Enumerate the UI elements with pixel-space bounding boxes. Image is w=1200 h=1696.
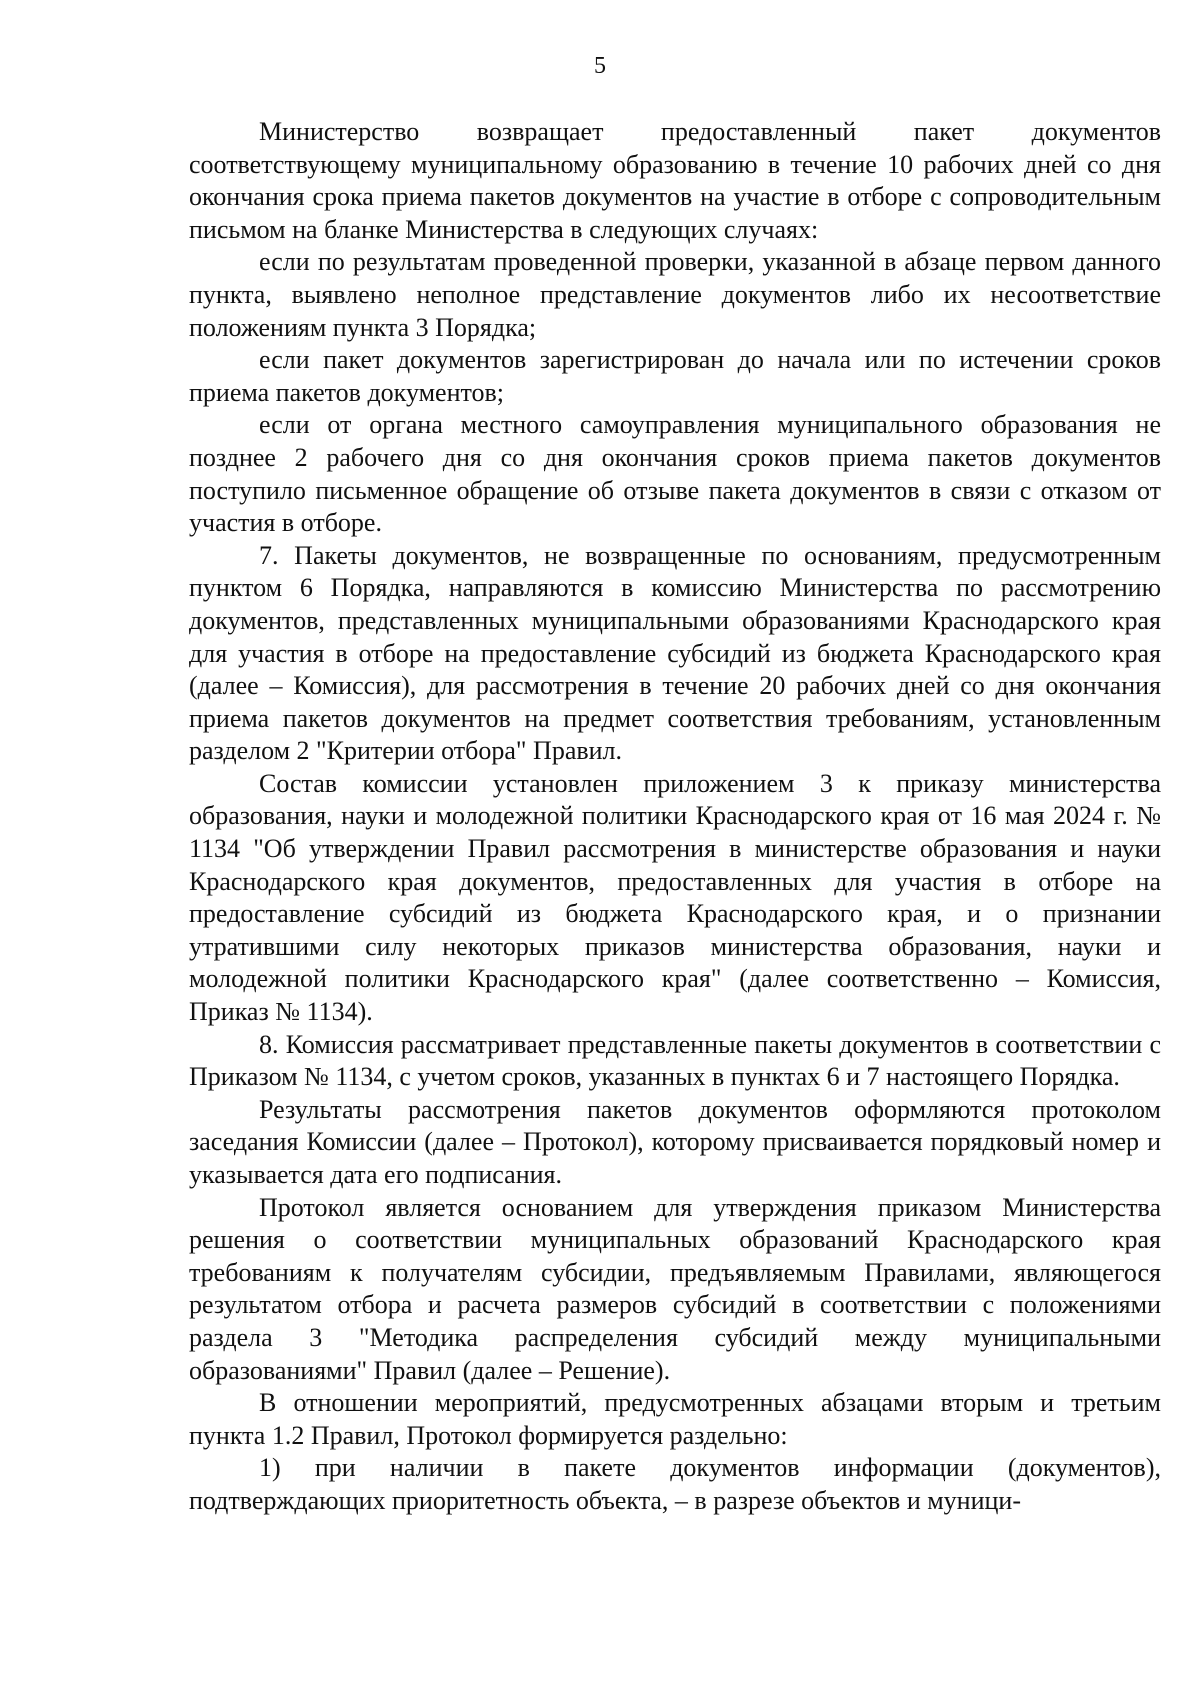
- paragraph-protocol-basis: Протокол является основанием для утверждения приказом Министерства решения о соответствии муниципальных образований Краснодарского края требованиям к получателям субсидии, предъявляемым Правилами, являющегося результатом отбора и расчета размеров субсидий в соответствии с положениями раздела 3 "Методика распределения субсидий между муниципальными образованиями" Правил (далее – Решение).: [189, 1192, 1161, 1385]
- paragraph-case-incomplete: если по результатам проведенной проверки, указанной в абзаце первом данного пункта, выявлено неполное представление документов либо их несоответствие положениям пункта 3 Порядка;: [189, 247, 1161, 342]
- paragraph-subitem-1: 1) при наличии в пакете документов информации (документов), подтверждающих приоритетность объекта, – в разрезе объектов и муници-: [189, 1453, 1161, 1515]
- paragraph-item-7: 7. Пакеты документов, не возвращенные по основаниям, предусмотренным пунктом 6 Порядка, направляются в комиссию Министерства по рассмотрению документов, представленных муниципальными образованиями Краснодарского края для участия в отборе на предоставление субсидий из бюджета Краснодарского края (далее – Комиссия), для рассмотрения в течение 20 рабочих дней со дня окончания приема пакетов документов на предмет соответствия требованиям, установленным разделом 2 "Критерии отбора" Правил.: [189, 540, 1161, 766]
- paragraph-separate-protocol: В отношении мероприятий, предусмотренных абзацами вторым и третьим пункта 1.2 Правил, Протокол формируется раздельно:: [189, 1388, 1161, 1450]
- paragraph-return-of-documents: Министерство возвращает предоставленный пакет документов соответствующему муниципальному образованию в течение 10 рабочих дней со дня окончания срока приема пакетов документов на участие в отборе с сопроводительным письмом на бланке Министерства в следующих случаях:: [189, 117, 1161, 244]
- paragraph-case-deadline: если пакет документов зарегистрирован до начала или по истечении сроков приема пакетов документов;: [189, 345, 1161, 407]
- paragraph-protocol-results: Результаты рассмотрения пакетов документов оформляются протоколом заседания Комиссии (далее – Протокол), которому присваивается порядковый номер и указывается дата его подписания.: [189, 1094, 1161, 1189]
- paragraph-case-withdrawal: если от органа местного самоуправления муниципального образования не позднее 2 рабочего дня со дня окончания сроков приема пакетов документов поступило письменное обращение об отзыве пакета документов в связи с отказом от участия в отборе.: [189, 410, 1161, 538]
- paragraph-commission-composition: Состав комиссии установлен приложением 3 к приказу министерства образования, науки и молодежной политики Краснодарского края от 16 мая 2024 г. № 1134 "Об утверждении Правил рассмотрения в министерстве образования и науки Краснодарского края документов, предоставленных для участия в отборе на предоставление субсидий из бюджета Краснодарского края, и о признании утратившими силу некоторых приказов министерства образования, науки и молодежной политики Краснодарского края" (далее соответственно – Комиссия, Приказ № 1134).: [189, 768, 1161, 1027]
- paragraph-item-8: 8. Комиссия рассматривает представленные пакеты документов в соответствии с Приказом № 1134, с учетом сроков, указанных в пунктах 6 и 7 настоящего Порядка.: [189, 1029, 1161, 1092]
- document-body: [189, 116, 1161, 1518]
- page-number: 5: [594, 53, 606, 79]
